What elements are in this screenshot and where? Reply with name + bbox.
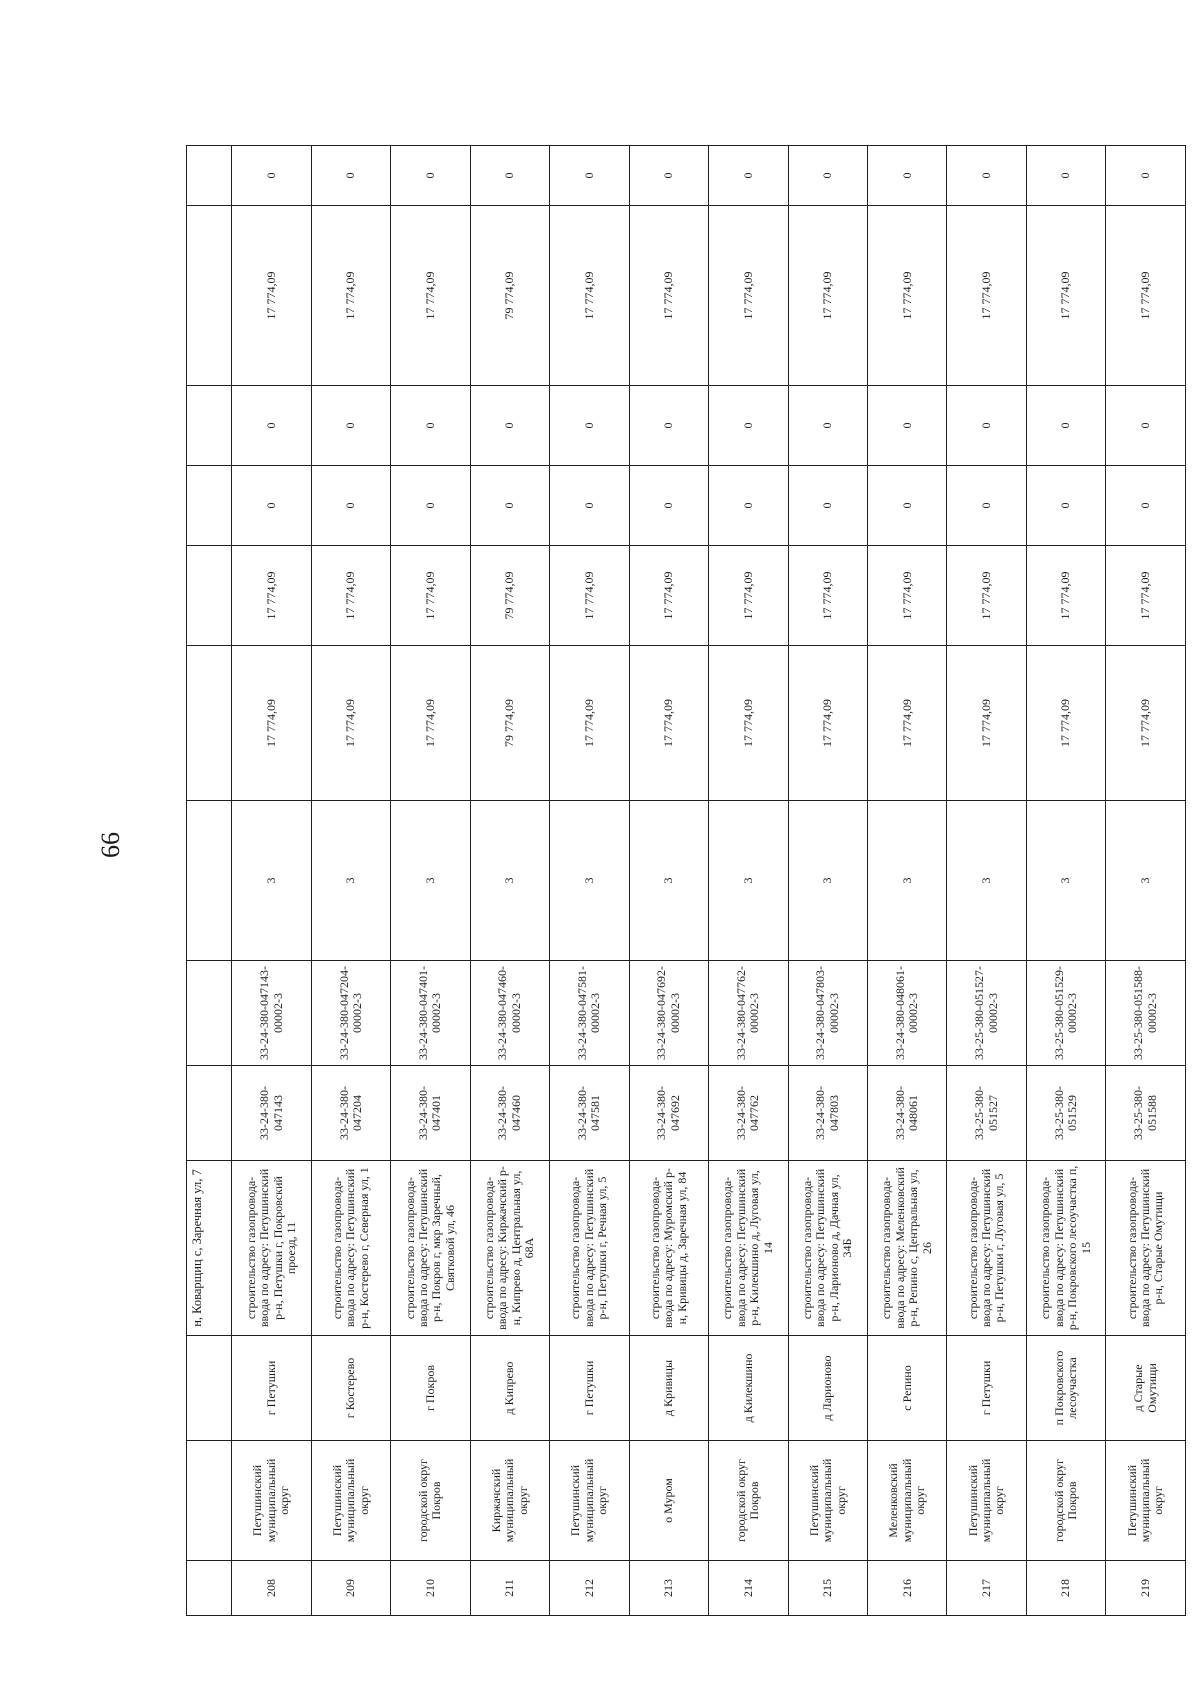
cell-empty	[187, 1336, 232, 1441]
row-number-cell: 216	[868, 1561, 947, 1616]
cost-c-cell: 0	[311, 386, 390, 466]
cost-e-cell: 0	[868, 146, 947, 206]
row-number-cell: 218	[1026, 1561, 1105, 1616]
object-id-cell: 33-24-380-047692-00002-3	[629, 961, 708, 1066]
row-number-cell: 217	[947, 1561, 1026, 1616]
cell-empty	[187, 206, 232, 386]
cell-empty	[187, 466, 232, 546]
cost-a-cell: 17 774,09	[947, 546, 1026, 646]
locality-cell: г Покров	[391, 1336, 470, 1441]
cost-e-cell: 0	[232, 146, 311, 206]
cost-b-cell: 0	[550, 466, 629, 546]
category-cell: 3	[629, 801, 708, 961]
cost-c-cell: 0	[868, 386, 947, 466]
description-cell: строительство газопровода-ввода по адресу: Петушинский р-н, Покровского лесоучастка п, 15	[1026, 1161, 1105, 1336]
category-cell: 3	[311, 801, 390, 961]
table-row	[550, 146, 629, 1616]
cost-e-cell: 0	[391, 146, 470, 206]
cost-c-cell: 0	[470, 386, 549, 466]
object-id-cell: 33-24-380-047762-00002-3	[709, 961, 788, 1066]
cell-empty	[187, 146, 232, 206]
cost-total-cell: 17 774,09	[947, 646, 1026, 801]
municipality-cell: городской округ Покров	[391, 1441, 470, 1561]
cost-d-cell: 17 774,09	[311, 206, 390, 386]
object-id-cell: 33-24-380-047401-00002-3	[391, 961, 470, 1066]
row-number-cell: 213	[629, 1561, 708, 1616]
object-id-cell: 33-25-380-051529-00002-3	[1026, 961, 1105, 1066]
municipality-cell: Петушинский муниципальный округ	[550, 1441, 629, 1561]
cost-c-cell: 0	[550, 386, 629, 466]
cadastral-number-cell: 33-25-380-051529	[1026, 1066, 1105, 1161]
cost-a-cell: 17 774,09	[709, 546, 788, 646]
description-cell: строительство газопровода-ввода по адресу: Киржачский р-н, Кипрево д, Центральная ул, 68А	[470, 1161, 549, 1336]
cost-d-cell: 17 774,09	[629, 206, 708, 386]
table-row	[788, 146, 867, 1616]
category-cell: 3	[788, 801, 867, 961]
locality-cell: г Петушки	[232, 1336, 311, 1441]
cost-total-cell: 17 774,09	[311, 646, 390, 801]
cost-total-cell: 17 774,09	[868, 646, 947, 801]
cost-d-cell: 79 774,09	[470, 206, 549, 386]
cost-total-cell: 17 774,09	[391, 646, 470, 801]
row-number-cell: 219	[1106, 1561, 1186, 1616]
cost-c-cell: 0	[709, 386, 788, 466]
cost-e-cell: 0	[1106, 146, 1186, 206]
locality-cell: г Костерево	[311, 1336, 390, 1441]
description-cell: строительство газопровода-ввода по адресу: Петушинский р-н, Ларионово д, Дачная ул, 34Б	[788, 1161, 867, 1336]
table-row	[311, 146, 390, 1616]
municipality-cell: Меленковский муниципальный округ	[868, 1441, 947, 1561]
description-cell: строительство газопровода-ввода по адресу: Петушинский р-н, Костерево г, Северная ул, 1	[311, 1161, 390, 1336]
cost-e-cell: 0	[709, 146, 788, 206]
cell-empty	[187, 386, 232, 466]
row-number-cell: 211	[470, 1561, 549, 1616]
object-id-cell: 33-24-380-047204-00002-3	[311, 961, 390, 1066]
row-number-cell: 210	[391, 1561, 470, 1616]
cost-c-cell: 0	[788, 386, 867, 466]
cost-total-cell: 17 774,09	[788, 646, 867, 801]
continuation-row	[187, 146, 232, 1616]
cost-e-cell: 0	[788, 146, 867, 206]
rotated-table-wrapper	[186, 146, 1186, 1616]
cost-b-cell: 0	[1026, 466, 1105, 546]
table-row	[232, 146, 311, 1616]
locality-cell: г Петушки	[947, 1336, 1026, 1441]
cost-total-cell: 17 774,09	[709, 646, 788, 801]
table-row	[709, 146, 788, 1616]
cost-b-cell: 0	[709, 466, 788, 546]
cost-c-cell: 0	[629, 386, 708, 466]
cost-d-cell: 17 774,09	[391, 206, 470, 386]
table-row	[947, 146, 1026, 1616]
cadastral-number-cell: 33-24-380-047204	[311, 1066, 390, 1161]
cost-b-cell: 0	[470, 466, 549, 546]
cost-e-cell: 0	[311, 146, 390, 206]
category-cell: 3	[709, 801, 788, 961]
cost-b-cell: 0	[391, 466, 470, 546]
cadastral-number-cell: 33-25-380-051527	[947, 1066, 1026, 1161]
cost-c-cell: 0	[947, 386, 1026, 466]
cost-total-cell: 17 774,09	[550, 646, 629, 801]
table-row	[391, 146, 470, 1616]
row-number-cell: 208	[232, 1561, 311, 1616]
municipality-cell: городской округ Покров	[709, 1441, 788, 1561]
cadastral-number-cell: 33-24-380-047581	[550, 1066, 629, 1161]
table-frame	[186, 146, 1186, 1616]
row-number-cell: 209	[311, 1561, 390, 1616]
object-id-cell: 33-24-380-047143-00002-3	[232, 961, 311, 1066]
description-cell: строительство газопровода-ввода по адресу: Петушинский р-н, Покров г, мкр Заречный, Святковой ул, 46	[391, 1161, 470, 1336]
table-row	[629, 146, 708, 1616]
object-id-cell: 33-24-380-047581-00002-3	[550, 961, 629, 1066]
category-cell: 3	[391, 801, 470, 961]
cadastral-number-cell: 33-24-380-047803	[788, 1066, 867, 1161]
cell-empty	[187, 646, 232, 801]
locality-cell: г Петушки	[550, 1336, 629, 1441]
cost-b-cell: 0	[232, 466, 311, 546]
municipality-cell: Петушинский муниципальный округ	[311, 1441, 390, 1561]
cadastral-number-cell: 33-24-380-047762	[709, 1066, 788, 1161]
cadastral-number-cell: 33-24-380-048061	[868, 1066, 947, 1161]
cost-a-cell: 17 774,09	[1026, 546, 1105, 646]
category-cell: 3	[1026, 801, 1105, 961]
description-cell: строительство газопровода-ввода по адресу: Петушинский р-н, Петушки г, Луговая ул, 5	[947, 1161, 1026, 1336]
cost-e-cell: 0	[1026, 146, 1105, 206]
cost-b-cell: 0	[788, 466, 867, 546]
municipality-cell: Петушинский муниципальный округ	[947, 1441, 1026, 1561]
description-cell: строительство газопровода-ввода по адресу: Петушинский р-н, Килекшино д, Луговая ул, 14	[709, 1161, 788, 1336]
cost-c-cell: 0	[1026, 386, 1105, 466]
cost-total-cell: 79 774,09	[470, 646, 549, 801]
cost-a-cell: 17 774,09	[629, 546, 708, 646]
object-id-cell: 33-24-380-047803-00002-3	[788, 961, 867, 1066]
cell-empty	[187, 1561, 232, 1616]
cost-b-cell: 0	[311, 466, 390, 546]
locality-cell: д Кипрево	[470, 1336, 549, 1441]
cell-empty	[187, 1441, 232, 1561]
table-row	[868, 146, 947, 1616]
cost-a-cell: 17 774,09	[550, 546, 629, 646]
table-row	[1026, 146, 1105, 1616]
cost-total-cell: 17 774,09	[1026, 646, 1105, 801]
municipality-cell: Киржачский муниципальный округ	[470, 1441, 549, 1561]
locality-cell: д Старые Омутищи	[1106, 1336, 1186, 1441]
description-cell: строительство газопровода-ввода по адресу: Петушинский р-н, Петушки г, Речная ул, 5	[550, 1161, 629, 1336]
cost-e-cell: 0	[947, 146, 1026, 206]
category-cell: 3	[868, 801, 947, 961]
locality-cell: п Покровского лесоучастка	[1026, 1336, 1105, 1441]
cost-d-cell: 17 774,09	[1106, 206, 1186, 386]
cost-d-cell: 17 774,09	[550, 206, 629, 386]
cadastral-number-cell: 33-24-380-047401	[391, 1066, 470, 1161]
category-cell: 3	[232, 801, 311, 961]
continuation-address: н, Коварщиц с, Заречная ул, 7	[187, 1161, 232, 1336]
category-cell: 3	[470, 801, 549, 961]
municipality-cell: Петушинский муниципальный округ	[788, 1441, 867, 1561]
cost-a-cell: 17 774,09	[1106, 546, 1186, 646]
cell-empty	[187, 961, 232, 1066]
cost-d-cell: 17 774,09	[232, 206, 311, 386]
cost-total-cell: 17 774,09	[232, 646, 311, 801]
category-cell: 3	[947, 801, 1026, 961]
cost-d-cell: 17 774,09	[947, 206, 1026, 386]
cost-d-cell: 17 774,09	[709, 206, 788, 386]
municipality-cell: Петушинский муниципальный округ	[1106, 1441, 1186, 1561]
object-id-cell: 33-24-380-048061-00002-3	[868, 961, 947, 1066]
cost-d-cell: 17 774,09	[1026, 206, 1105, 386]
cell-empty	[187, 801, 232, 961]
locality-cell: д Ларионово	[788, 1336, 867, 1441]
municipality-cell: городской округ Покров	[1026, 1441, 1105, 1561]
table-row	[1106, 146, 1186, 1616]
cost-e-cell: 0	[470, 146, 549, 206]
cost-a-cell: 17 774,09	[391, 546, 470, 646]
cell-empty	[187, 1066, 232, 1161]
cost-d-cell: 17 774,09	[868, 206, 947, 386]
cost-b-cell: 0	[629, 466, 708, 546]
cost-a-cell: 79 774,09	[470, 546, 549, 646]
row-number-cell: 212	[550, 1561, 629, 1616]
cost-a-cell: 17 774,09	[311, 546, 390, 646]
cost-total-cell: 17 774,09	[1106, 646, 1186, 801]
cost-c-cell: 0	[232, 386, 311, 466]
cadastral-number-cell: 33-24-380-047460	[470, 1066, 549, 1161]
cost-a-cell: 17 774,09	[868, 546, 947, 646]
locality-cell: д Килекшино	[709, 1336, 788, 1441]
row-number-cell: 214	[709, 1561, 788, 1616]
cost-e-cell: 0	[550, 146, 629, 206]
table-row	[470, 146, 549, 1616]
object-id-cell: 33-24-380-047460-00002-3	[470, 961, 549, 1066]
registry-table	[186, 145, 1186, 1616]
cost-total-cell: 17 774,09	[629, 646, 708, 801]
locality-cell: с Репино	[868, 1336, 947, 1441]
description-cell: строительство газопровода-ввода по адресу: Муромский р-н, Кривицы д, Заречная ул, 84	[629, 1161, 708, 1336]
cost-b-cell: 0	[1106, 466, 1186, 546]
category-cell: 3	[1106, 801, 1186, 961]
object-id-cell: 33-25-380-051588-00002-3	[1106, 961, 1186, 1066]
cadastral-number-cell: 33-24-380-047692	[629, 1066, 708, 1161]
description-cell: строительство газопровода-ввода по адресу: Петушинский р-н, Петушки г, Покровский проезд, 11	[232, 1161, 311, 1336]
object-id-cell: 33-25-380-051527-00002-3	[947, 961, 1026, 1066]
cost-a-cell: 17 774,09	[232, 546, 311, 646]
cost-c-cell: 0	[391, 386, 470, 466]
description-cell: строительство газопровода-ввода по адресу: Петушинский р-н, Старые Омутищи	[1106, 1161, 1186, 1336]
municipality-cell: Петушинский муниципальный округ	[232, 1441, 311, 1561]
municipality-cell: о Муром	[629, 1441, 708, 1561]
cost-b-cell: 0	[947, 466, 1026, 546]
cell-empty	[187, 546, 232, 646]
cost-c-cell: 0	[1106, 386, 1186, 466]
category-cell: 3	[550, 801, 629, 961]
cost-b-cell: 0	[868, 466, 947, 546]
locality-cell: д Кривицы	[629, 1336, 708, 1441]
row-number-cell: 215	[788, 1561, 867, 1616]
cost-d-cell: 17 774,09	[788, 206, 867, 386]
cost-a-cell: 17 774,09	[788, 546, 867, 646]
cadastral-number-cell: 33-25-380-051588	[1106, 1066, 1186, 1161]
cadastral-number-cell: 33-24-380-047143	[232, 1066, 311, 1161]
cost-e-cell: 0	[629, 146, 708, 206]
page-number: 66	[96, 832, 125, 858]
description-cell: строительство газопровода-ввода по адресу: Меленковский р-н, Репино с, Центральная ул, 26	[868, 1161, 947, 1336]
